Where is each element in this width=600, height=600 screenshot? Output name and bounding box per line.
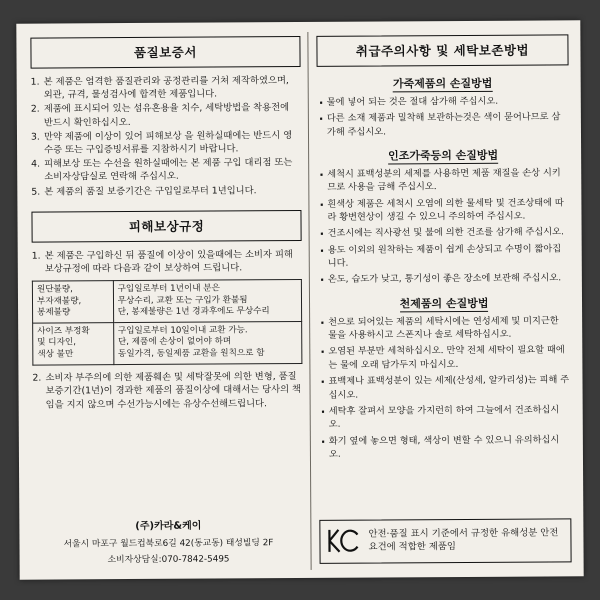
warranty-item-text: 제품에 표시되어 있는 섬유혼용율 치수, 세탁방법을 착용전에 반드시 확인하십시오. xyxy=(43,102,290,129)
left-column xyxy=(30,36,303,570)
kc-icon xyxy=(326,528,360,554)
column-divider xyxy=(307,32,311,570)
warranty-item xyxy=(31,74,301,102)
warranty-item-number: 5. xyxy=(31,186,41,198)
right-column xyxy=(316,34,571,568)
section-heading-synthetic-label: 인조가죽등의 손질방법 xyxy=(388,148,499,163)
section-heading-leather-label: 가죽제품의 손질방법 xyxy=(392,76,493,91)
table-row xyxy=(33,321,302,364)
compensation-note-number: 2. xyxy=(32,372,42,384)
warranty-item-text: 본 제품의 품질 보증기간은 구입일로부터 1년입니다. xyxy=(44,184,257,198)
list-item: · 화기 옆에 놓으면 형태, 색상이 변할 수 있으니 유의하십시오. xyxy=(319,433,571,461)
section-heading-synthetic xyxy=(317,146,569,164)
section-heading-leather xyxy=(317,74,569,92)
synthetic-care-list xyxy=(317,166,570,286)
warranty-item-number: 4. xyxy=(31,158,41,170)
warranty-item-text: 본 제품은 엄격한 품질관리와 공정관리를 거쳐 제작하였으며, 외관, 규격, 물성검사에 합격한 제품입니다. xyxy=(43,75,289,101)
compensation-intro-list xyxy=(32,248,302,276)
company-name: (주)카라&케이 xyxy=(135,520,202,533)
fabric-care-list xyxy=(318,314,571,461)
warranty-item-text: 피해보상 또는 수선을 원하실때에는 본 제품 구입 대리점 또는 소비자상담실로 연락해 주십시오. xyxy=(44,157,293,183)
warranty-item xyxy=(31,183,301,198)
list-item: · 오염된 부분만 세척하십시오. 만약 전체 세탁이 필요할 때에는 물에 오래 담가두지 마십시오. xyxy=(318,344,570,372)
compensation-title: 피해보상규정 xyxy=(31,210,301,243)
list-item: · 천으로 되어있는 제품의 세탁시에는 연성세제 및 미지근한 물을 사용하시고 스폰지나 솔로 세탁하십시오. xyxy=(318,314,570,342)
warranty-item-number: 1. xyxy=(30,76,40,88)
list-item: · 물에 넣어 되는 것은 절대 삼가해 주십시오. xyxy=(317,94,569,109)
section-heading-fabric xyxy=(318,294,570,312)
warranty-item-number: 2. xyxy=(30,103,40,116)
warranty-list xyxy=(31,74,302,198)
warranty-item-number: 3. xyxy=(30,131,40,143)
warranty-item xyxy=(31,101,301,129)
warranty-item xyxy=(31,129,301,157)
list-item: · 다른 소재 제품과 밀착해 보관하는것은 색이 묻어나므로 삼가해 주십시오. xyxy=(317,111,569,139)
compensation-intro-text: 본 제품은 구입하신 뒤 품질에 이상이 있을때에는 소비자 피해보상규정에 따라 다음과 같이 보상하여 드립니다. xyxy=(44,248,293,275)
label-content xyxy=(16,20,583,579)
table-cell-label: 원단불량, 부자재불량, 봉제불량 xyxy=(32,281,113,323)
list-item: · 흰색상 제품은 세척시 오염에 의한 물세탁 및 건조상태에 따라 황변현상이 생길 수 있으니 주의하여 주십시오. xyxy=(317,196,569,224)
kc-text: 안전·품질 표시 기준에서 규정한 유해성분 안전요건에 적합한 제품임 xyxy=(368,527,559,553)
list-item: · 온도, 습도가 낮고, 통기성이 좋은 장소에 보관해 주십시오. xyxy=(318,272,570,287)
care-title: 취급주의사항 및 세탁보존방법 xyxy=(316,34,568,67)
label-sheet xyxy=(16,20,583,579)
company-footer xyxy=(33,516,303,566)
list-item: · 건조시에는 직사광선 및 불에 의한 건조를 삼가해 주십시오. xyxy=(318,226,570,241)
kc-certification-box xyxy=(319,518,571,564)
compensation-note xyxy=(32,370,302,412)
compensation-note-text: 소비자 부주의에 의한 제품훼손 및 세탁잘못에 의한 변형, 품질보증기간(1년)이 경과한 제품의 품질이상에 대해서는 당사의 책임을 지지 않으며 수선가능시에는 유상수선해드립니다. xyxy=(45,370,302,411)
table-row xyxy=(32,280,301,323)
warranty-item xyxy=(31,156,301,184)
list-item: · 표백제나 표백성분이 있는 세제(산성세, 알카리성)는 피해 주십시오. xyxy=(318,374,570,402)
warranty-item-text: 만약 제품에 이상이 있어 피해보상 을 원하실때에는 반드시 영수증 또는 구입증빙서류를 지참하시기 바랍니다. xyxy=(43,129,293,156)
compensation-intro-number: 1. xyxy=(31,250,41,262)
company-address: 서울시 마포구 월드컵북로6길 42(동교동) 태성빌딩 2F xyxy=(63,538,274,550)
table-cell-label: 사이즈 부정확 및 디자인, 색상 불만 xyxy=(33,322,114,364)
table-cell-value: 구입일로부터 1년이내 분은 무상수리, 교환 또는 구입가 환불됨 단, 봉제불량은 1년 경과후에도 무상수리 xyxy=(113,280,302,323)
compensation-table xyxy=(32,279,303,365)
list-item: · 세탁후 잘펴서 모양을 가지런히 하여 그늘에서 건조하십시오. xyxy=(319,403,571,431)
company-contact: 소비자상담실:070-7842-5495 xyxy=(107,554,230,566)
compensation-intro xyxy=(32,248,302,276)
list-item: · 용도 이외의 원착하는 제품이 쉽게 손상되고 수명이 짧아집니다. xyxy=(318,242,570,270)
table-cell-value: 구입일로부터 10일이내 교환 가능. 단, 제품에 손상이 없어야 하며 동일가격, 동일제품 교환을 원칙으로 함 xyxy=(113,321,302,364)
warranty-title: 품질보증서 xyxy=(30,36,300,69)
list-item: · 세척시 표백성분의 세제를 사용하면 제품 재질을 손상 시키므로 사용을 금해 주십시오. xyxy=(317,166,569,194)
leather-care-list xyxy=(317,94,569,139)
section-heading-fabric-label: 천제품의 손질방법 xyxy=(399,296,489,311)
